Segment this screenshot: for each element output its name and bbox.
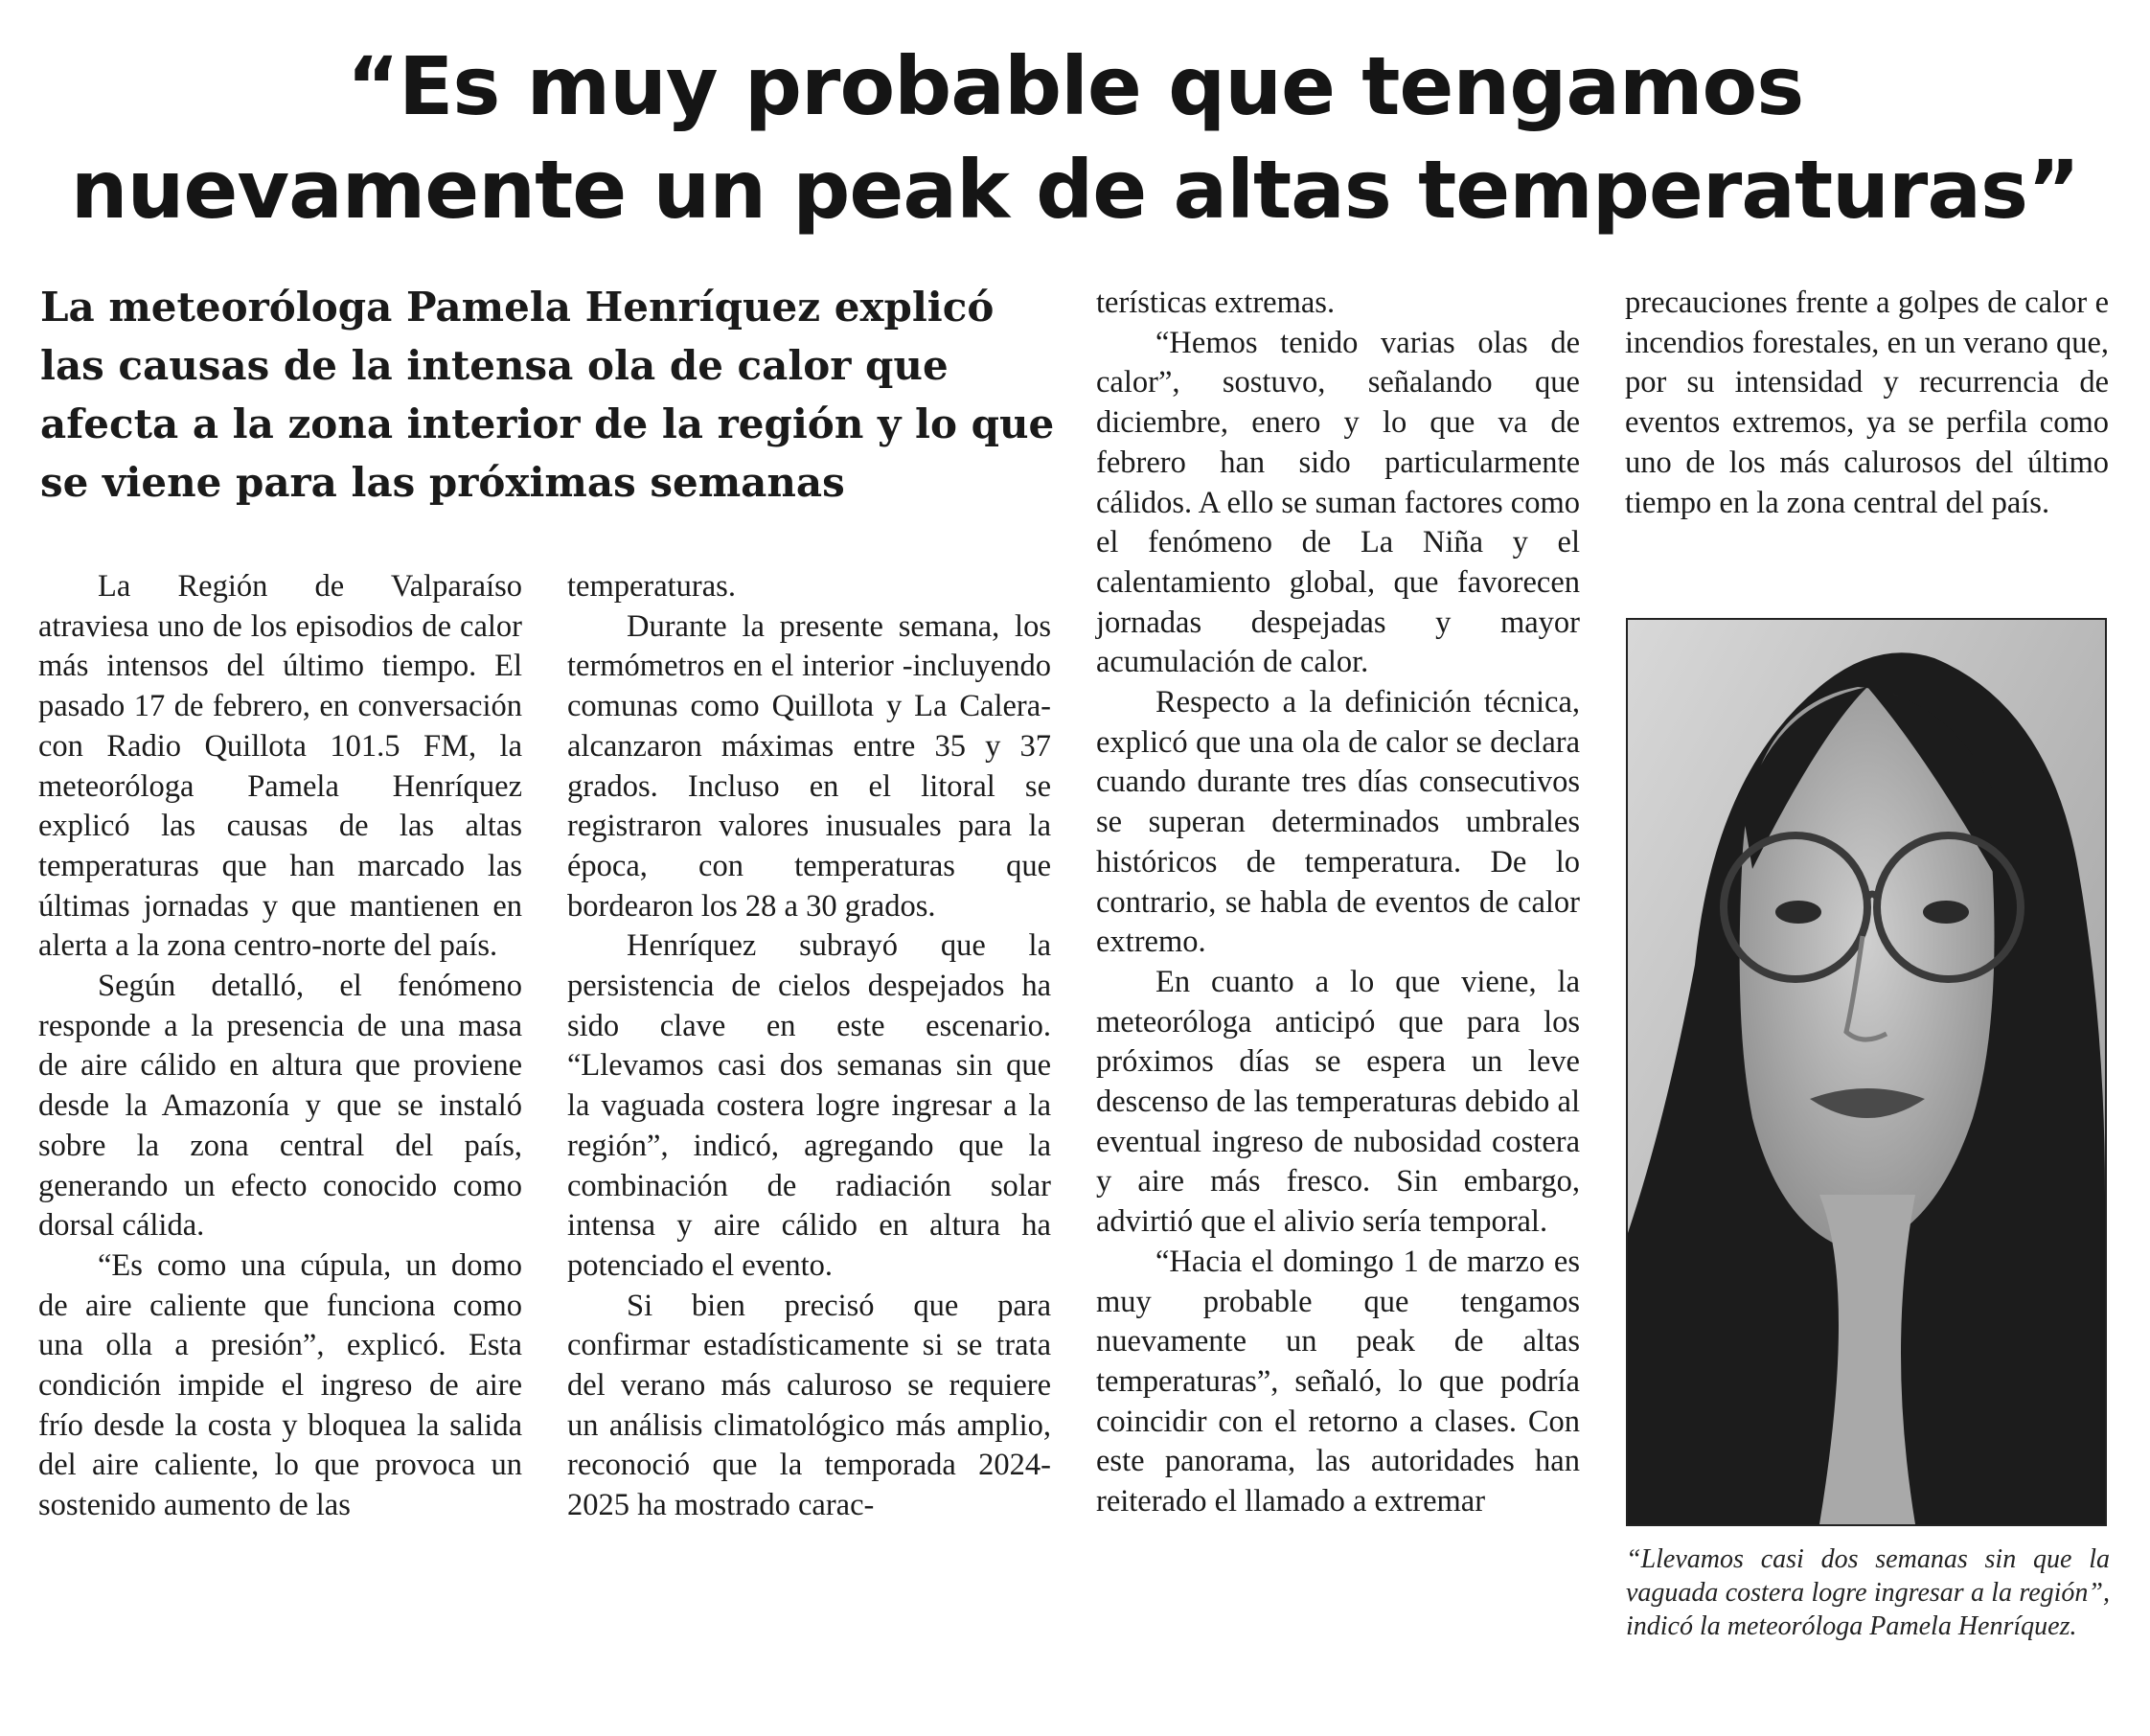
portrait-illustration (1628, 620, 2105, 1524)
paragraph: Durante la presente semana, los termómetros en el interior -incluyendo comunas como Quillota y La Calera- alcanzaron máximas entre 35 y 37 grados. Incluso en el litoral se registraron valores inusuales para la época, con temperaturas que bordearon los 28 a 30 grados. (567, 608, 1051, 924)
paragraph: La Región de Valparaíso atraviesa uno de los episodios de calor más intensos del último tiempo. El pasado 17 de febrero, en conversación con Radio Quillota 101.5 FM, la meteoróloga Pamela Henríquez explicó las causas de las altas temperaturas que han marcado las últimas jornadas y que mantienen en alerta a la zona centro-norte del país. (38, 569, 522, 964)
article-column-1 (38, 567, 522, 1526)
article-column-3 (1096, 284, 1580, 1522)
paragraph: “Hacia el domingo 1 de marzo es muy probable que tengamos nuevamente un peak de altas temperaturas”, señaló, lo que podría coincidir con el retorno a clases. Con este panorama, las autoridades han reiterado el llamado a extremar (1096, 1244, 1580, 1519)
paragraph: Respecto a la definición técnica, explicó que una ola de calor se declara cuando durante tres días consecutivos se superan determinados umbrales históricos de temperatura. De lo contrario, se habla de eventos de calor extremo. (1096, 685, 1580, 960)
headline (57, 34, 2093, 241)
paragraph-continued: precauciones frente a golpes de calor e incendios forestales, en un verano que, por su intensidad y recurrencia de eventos extremos, ya se perfila como uno de los más calurosos del último tiempo en la zona central del país. (1625, 286, 2109, 520)
paragraph: En cuanto a lo que viene, la meteoróloga anticipó que para los próximos días se espera un leve descenso de las temperaturas debido al eventual ingreso de nubosidad costera y aire más fresco. Sin embargo, advirtió que el alivio sería temporal. (1096, 964, 1580, 1240)
article-column-4 (1625, 284, 2109, 523)
headline-line-2: nuevamente un peak de altas temperaturas” (70, 143, 2080, 237)
paragraph-continued: terísticas extremas. (1096, 286, 1336, 320)
paragraph: Henríquez subrayó que la persistencia de cielos despejados ha sido clave en este escenario. “Llevamos casi dos semanas sin que la vaguada costera logre ingresar a la región”, indicó, agregando que la combinación de radiación solar intensa y aire cálido en altura ha potenciado el evento. (567, 928, 1051, 1283)
paragraph: Si bien precisó que para confirmar estadísticamente si se trata del verano más caluroso se requiere un análisis climatológico más amplio, reconoció que la temporada 2024-2025 ha mostrado carac- (567, 1288, 1051, 1523)
paragraph-continued: temperaturas. (567, 569, 736, 604)
paragraph: “Es como una cúpula, un domo de aire caliente que funciona como una olla a presión”, explicó. Esta condición impide el ingreso de aire frío desde la costa y bloquea la salida del aire caliente, lo que provoca un sostenido aumento de las (38, 1247, 522, 1523)
paragraph: Según detalló, el fenómeno responde a la presencia de una masa de aire cálido en altura que proviene desde la Amazonía y que se instaló sobre la zona central del país, generando un efecto conocido como dorsal cálida. (38, 969, 522, 1244)
photo-caption: “Llevamos casi dos semanas sin que la vaguada costera logre ingresar a la región”, indicó la meteoróloga Pamela Henríquez. (1626, 1544, 2110, 1641)
paragraph: “Hemos tenido varias olas de calor”, sostuvo, señalando que diciembre, enero y lo que va de febrero han sido particularmente cálidos. A ello se suman factores como el fenómeno de La Niña y el calentamiento global, que favorecen jornadas despejadas y mayor acumulación de calor. (1096, 325, 1580, 680)
deck-subheading: La meteoróloga Pamela Henríquez explicó las causas de la intensa ola de calor que afecta a la zona interior de la región y lo que se viene para las próximas semanas (40, 284, 1055, 506)
portrait-photo (1626, 618, 2107, 1526)
headline-line-1: “Es muy probable que tengamos (346, 39, 1804, 133)
article-column-2 (567, 567, 1051, 1526)
